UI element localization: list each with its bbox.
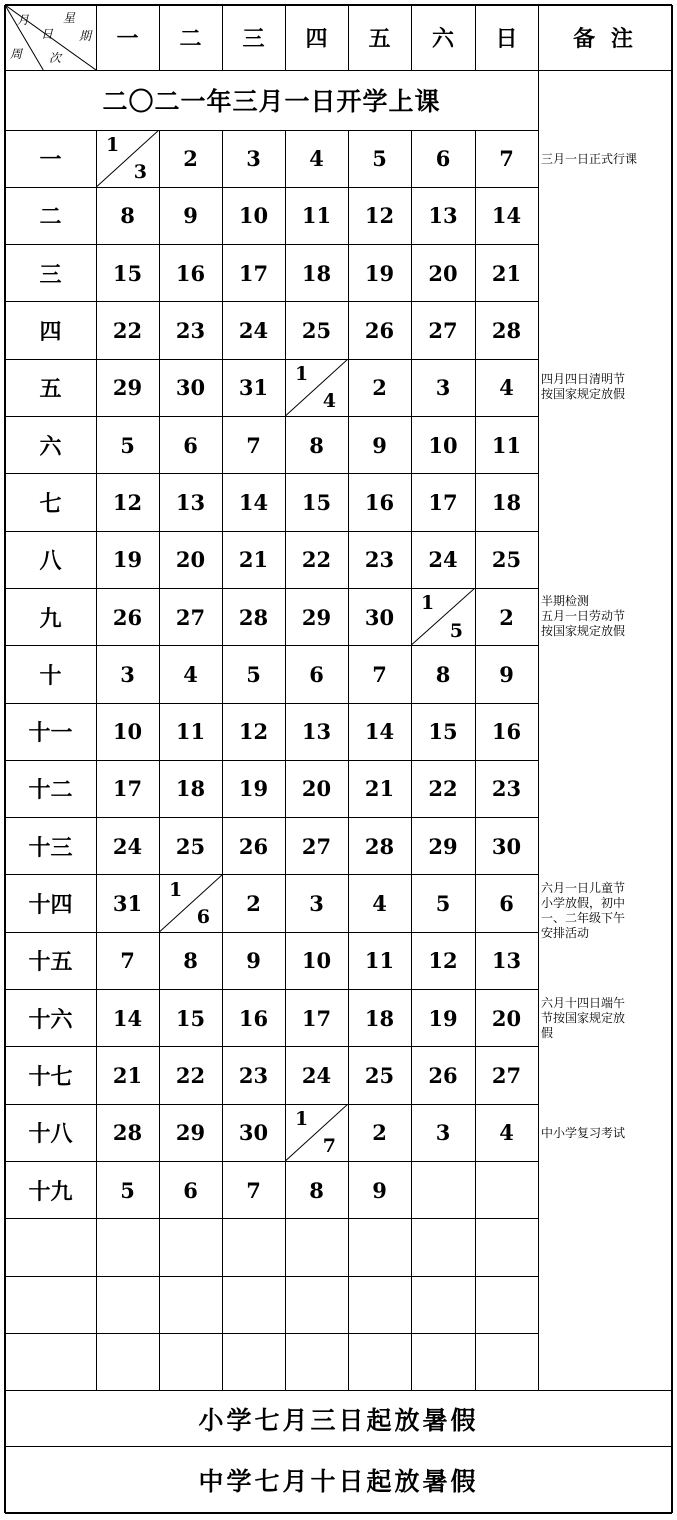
- header-day-1: 一: [116, 27, 139, 52]
- day-cell: 10: [112, 719, 143, 745]
- day-cell: 30: [491, 833, 522, 859]
- day-cell: 29: [428, 833, 458, 859]
- day-cell: 31: [238, 375, 269, 401]
- week-label: 十四: [28, 893, 73, 919]
- day-cell: 10: [238, 203, 269, 229]
- day-cell: 14: [238, 489, 269, 515]
- day-cell: [411, 1276, 475, 1333]
- day-cell: 9: [372, 432, 387, 458]
- day-cell: 5: [120, 1177, 135, 1203]
- day-cell: 8: [120, 203, 135, 229]
- day-cell: 20: [428, 260, 458, 286]
- remark-line: 节按国家规定放: [541, 1010, 626, 1025]
- header-day-3: 三: [242, 27, 265, 52]
- month-number: 1: [106, 134, 120, 156]
- header-day-7: 日: [495, 27, 518, 52]
- day-cell: 14: [112, 1005, 143, 1031]
- day-cell: 12: [238, 719, 269, 745]
- remark-note: [541, 152, 673, 167]
- day-cell: 3: [120, 661, 135, 687]
- remark-note: [541, 881, 673, 941]
- day-cell: 26: [428, 1062, 458, 1088]
- day-cell: 26: [238, 833, 269, 859]
- day-cell: [348, 1333, 411, 1390]
- day-cell: 8: [435, 661, 451, 687]
- day-cell: 12: [364, 203, 395, 229]
- month-start-cell: [285, 1104, 348, 1161]
- day-cell: 4: [183, 661, 198, 687]
- day-cell: 28: [491, 318, 522, 344]
- day-cell: 13: [428, 203, 458, 229]
- week-label: 六: [39, 434, 62, 460]
- day-cell: 11: [364, 948, 395, 974]
- day-cell: 19: [428, 1005, 458, 1031]
- header-day-6: 六: [431, 27, 454, 52]
- day-cell: 9: [183, 203, 198, 229]
- grid-line: [671, 5, 673, 1513]
- day-cell: 2: [372, 1120, 387, 1146]
- day-cell: 3: [309, 891, 324, 917]
- week-label: 十九: [28, 1179, 73, 1205]
- day-cell: 8: [309, 432, 324, 458]
- corner-label-ci: 次: [49, 51, 62, 65]
- day-cell: 25: [364, 1062, 395, 1088]
- remark-note: [541, 996, 673, 1041]
- week-label: 五: [39, 377, 62, 403]
- day-cell: 9: [246, 948, 261, 974]
- day-number: 5: [449, 619, 463, 642]
- day-cell: 31: [112, 891, 143, 917]
- day-cell: 6: [309, 661, 324, 687]
- day-number: 7: [322, 1135, 336, 1158]
- corner-label-zhou: 周: [10, 47, 23, 61]
- day-cell: 29: [112, 375, 143, 401]
- remark-line: 半期检测: [541, 594, 590, 609]
- day-cell: 3: [435, 1120, 451, 1146]
- day-cell: 15: [428, 719, 458, 745]
- day-cell: 6: [499, 891, 514, 917]
- remark-note: [541, 1126, 673, 1141]
- week-label: 十七: [28, 1064, 73, 1090]
- day-cell: 24: [301, 1062, 332, 1088]
- day-cell: 4: [372, 891, 387, 917]
- day-cell: 17: [428, 489, 458, 515]
- day-cell: 12: [112, 489, 143, 515]
- day-cell: 25: [175, 833, 206, 859]
- day-cell: 28: [364, 833, 395, 859]
- week-label: 十六: [28, 1007, 73, 1033]
- month-number: 1: [295, 1108, 309, 1131]
- day-cell: [348, 1219, 411, 1276]
- day-cell: 24: [238, 318, 269, 344]
- day-cell: 17: [301, 1005, 332, 1031]
- week-label: [5, 1333, 96, 1390]
- day-cell: 23: [238, 1062, 269, 1088]
- week-label: 四: [39, 320, 62, 346]
- day-cell: 17: [112, 776, 143, 802]
- month-number: 1: [169, 878, 183, 901]
- day-cell: 30: [364, 604, 395, 630]
- header-day-5: 五: [368, 27, 391, 52]
- day-cell: 19: [238, 776, 269, 802]
- day-cell: 11: [301, 203, 332, 229]
- day-cell: 11: [175, 719, 206, 745]
- week-label: 十: [39, 663, 62, 689]
- day-cell: 17: [238, 260, 269, 286]
- month-start-cell: [285, 359, 348, 416]
- remark-note: [541, 594, 673, 639]
- day-cell: 22: [112, 318, 143, 344]
- week-label: 十三: [28, 835, 73, 861]
- week-label: 十五: [28, 950, 73, 976]
- day-cell: 13: [491, 948, 522, 974]
- remark-line: 五月一日劳动节: [541, 609, 626, 624]
- day-cell: [475, 1161, 538, 1218]
- day-cell: 5: [372, 146, 387, 172]
- day-number: 3: [133, 161, 147, 184]
- week-label: 十八: [28, 1122, 73, 1148]
- day-cell: 20: [175, 547, 206, 573]
- day-cell: 29: [175, 1120, 206, 1146]
- remark-line: 按国家规定放假: [541, 387, 626, 402]
- day-cell: [222, 1276, 285, 1333]
- day-cell: 20: [301, 776, 332, 802]
- day-cell: 4: [499, 375, 514, 401]
- remarks-header: 备 注: [573, 27, 637, 52]
- day-cell: 14: [491, 203, 522, 229]
- day-cell: [411, 1333, 475, 1390]
- day-number: 4: [322, 390, 336, 413]
- day-cell: 3: [435, 375, 451, 401]
- day-cell: 16: [364, 489, 395, 515]
- day-cell: 9: [372, 1177, 387, 1203]
- corner-label-yue: 月: [17, 13, 30, 27]
- month-number: 1: [421, 592, 435, 615]
- day-cell: 7: [246, 432, 261, 458]
- day-cell: 2: [183, 146, 198, 172]
- day-cell: [285, 1276, 348, 1333]
- week-label: 一: [39, 148, 62, 174]
- footer-primary-school: 小学七月三日起放暑假: [198, 1405, 479, 1435]
- day-cell: 21: [491, 260, 522, 286]
- day-cell: 27: [491, 1062, 522, 1088]
- day-cell: [411, 1161, 475, 1218]
- remark-line: 小学放假，初中: [541, 895, 626, 910]
- day-cell: 23: [364, 547, 395, 573]
- day-cell: 30: [238, 1120, 269, 1146]
- day-cell: 21: [112, 1062, 143, 1088]
- day-cell: 22: [428, 776, 458, 802]
- day-cell: [285, 1219, 348, 1276]
- day-cell: 16: [238, 1005, 269, 1031]
- day-cell: 4: [499, 1120, 514, 1146]
- day-cell: 13: [175, 489, 206, 515]
- day-number: 6: [196, 906, 210, 929]
- day-cell: 21: [364, 776, 395, 802]
- day-cell: [475, 1276, 538, 1333]
- day-cell: 23: [175, 318, 206, 344]
- day-cell: 30: [175, 375, 206, 401]
- month-start-cell: [159, 875, 222, 932]
- day-cell: 7: [246, 1177, 261, 1203]
- day-cell: 28: [238, 604, 269, 630]
- day-cell: 19: [364, 260, 395, 286]
- day-cell: 18: [491, 489, 522, 515]
- day-cell: 24: [428, 547, 458, 573]
- week-label: 二: [39, 205, 62, 231]
- day-cell: 23: [491, 776, 522, 802]
- day-cell: 6: [183, 1177, 198, 1203]
- week-label: [5, 1276, 96, 1333]
- day-cell: 5: [120, 432, 135, 458]
- corner-cell: [5, 5, 96, 70]
- day-cell: 24: [112, 833, 143, 859]
- remark-line: 中小学复习考试: [541, 1126, 626, 1141]
- remark-line: 六月十四日端午: [541, 995, 626, 1010]
- day-cell: [96, 1276, 159, 1333]
- day-cell: 7: [120, 948, 135, 974]
- day-cell: 27: [301, 833, 332, 859]
- day-cell: [285, 1333, 348, 1390]
- footer-middle-school: 中学七月十日起放暑假: [198, 1466, 479, 1496]
- day-cell: 18: [175, 776, 206, 802]
- remark-line: 按国家规定放假: [541, 624, 626, 639]
- corner-label-ri: 日: [41, 27, 54, 41]
- remark-line: 一、二年级下午: [541, 910, 626, 925]
- day-cell: 2: [372, 375, 387, 401]
- day-cell: 10: [428, 432, 458, 458]
- day-cell: [222, 1219, 285, 1276]
- day-cell: 8: [309, 1177, 324, 1203]
- day-cell: 5: [435, 891, 451, 917]
- day-cell: 16: [175, 260, 206, 286]
- day-cell: 13: [301, 719, 332, 745]
- day-cell: 18: [364, 1005, 395, 1031]
- day-cell: 26: [112, 604, 143, 630]
- day-cell: 7: [499, 146, 514, 172]
- day-cell: [96, 1333, 159, 1390]
- day-cell: 19: [112, 547, 143, 573]
- day-cell: 12: [428, 948, 458, 974]
- month-number: 1: [295, 363, 309, 386]
- day-cell: [222, 1333, 285, 1390]
- day-cell: [411, 1219, 475, 1276]
- month-start-cell: [96, 130, 159, 187]
- week-label: 十二: [28, 778, 73, 804]
- week-label: 九: [39, 606, 62, 632]
- day-cell: 15: [301, 489, 332, 515]
- day-cell: [159, 1219, 222, 1276]
- day-cell: 2: [499, 604, 514, 630]
- day-cell: 11: [491, 432, 522, 458]
- remark-line: 四月四日清明节: [541, 372, 626, 387]
- day-cell: 7: [372, 661, 387, 687]
- day-cell: 22: [175, 1062, 206, 1088]
- day-cell: 27: [428, 318, 458, 344]
- remark-line: 六月一日儿童节: [541, 880, 626, 895]
- day-cell: 8: [183, 948, 198, 974]
- day-cell: 15: [175, 1005, 206, 1031]
- day-cell: 25: [301, 318, 332, 344]
- day-cell: 3: [246, 146, 261, 172]
- day-cell: 14: [364, 719, 395, 745]
- day-cell: 21: [238, 547, 269, 573]
- day-cell: 26: [364, 318, 395, 344]
- day-cell: [96, 1219, 159, 1276]
- day-cell: 29: [301, 604, 332, 630]
- day-cell: [159, 1333, 222, 1390]
- day-cell: [475, 1219, 538, 1276]
- day-cell: [475, 1333, 538, 1390]
- week-label: 十一: [28, 721, 73, 747]
- remark-note: [541, 372, 673, 402]
- corner-label-qi: 期: [79, 29, 92, 43]
- remark-line: 三月一日正式行课: [541, 152, 638, 166]
- day-cell: 20: [491, 1005, 522, 1031]
- day-cell: 15: [112, 260, 143, 286]
- header-day-4: 四: [305, 27, 328, 52]
- day-cell: 9: [499, 661, 514, 687]
- day-cell: 4: [309, 146, 324, 172]
- month-start-cell: [411, 588, 475, 645]
- day-cell: 6: [183, 432, 198, 458]
- corner-label-xing: 星: [63, 11, 76, 25]
- day-cell: 25: [491, 547, 522, 573]
- remark-line: 假: [541, 1025, 554, 1040]
- day-cell: 18: [301, 260, 332, 286]
- week-label: 七: [39, 491, 62, 517]
- day-cell: 28: [112, 1120, 143, 1146]
- day-cell: 27: [175, 604, 206, 630]
- week-label: 三: [39, 262, 62, 288]
- day-cell: 2: [246, 891, 261, 917]
- header-day-2: 二: [179, 27, 202, 52]
- day-cell: 10: [301, 948, 332, 974]
- week-label: [5, 1219, 96, 1276]
- day-cell: [348, 1276, 411, 1333]
- day-cell: 5: [246, 661, 261, 687]
- remark-line: 安排活动: [541, 925, 590, 940]
- day-cell: 16: [491, 719, 522, 745]
- week-label: 八: [39, 549, 62, 575]
- day-cell: 22: [301, 547, 332, 573]
- day-cell: 6: [435, 146, 451, 172]
- day-cell: [159, 1276, 222, 1333]
- start-banner: 二〇二一年三月一日开学上课: [102, 87, 441, 116]
